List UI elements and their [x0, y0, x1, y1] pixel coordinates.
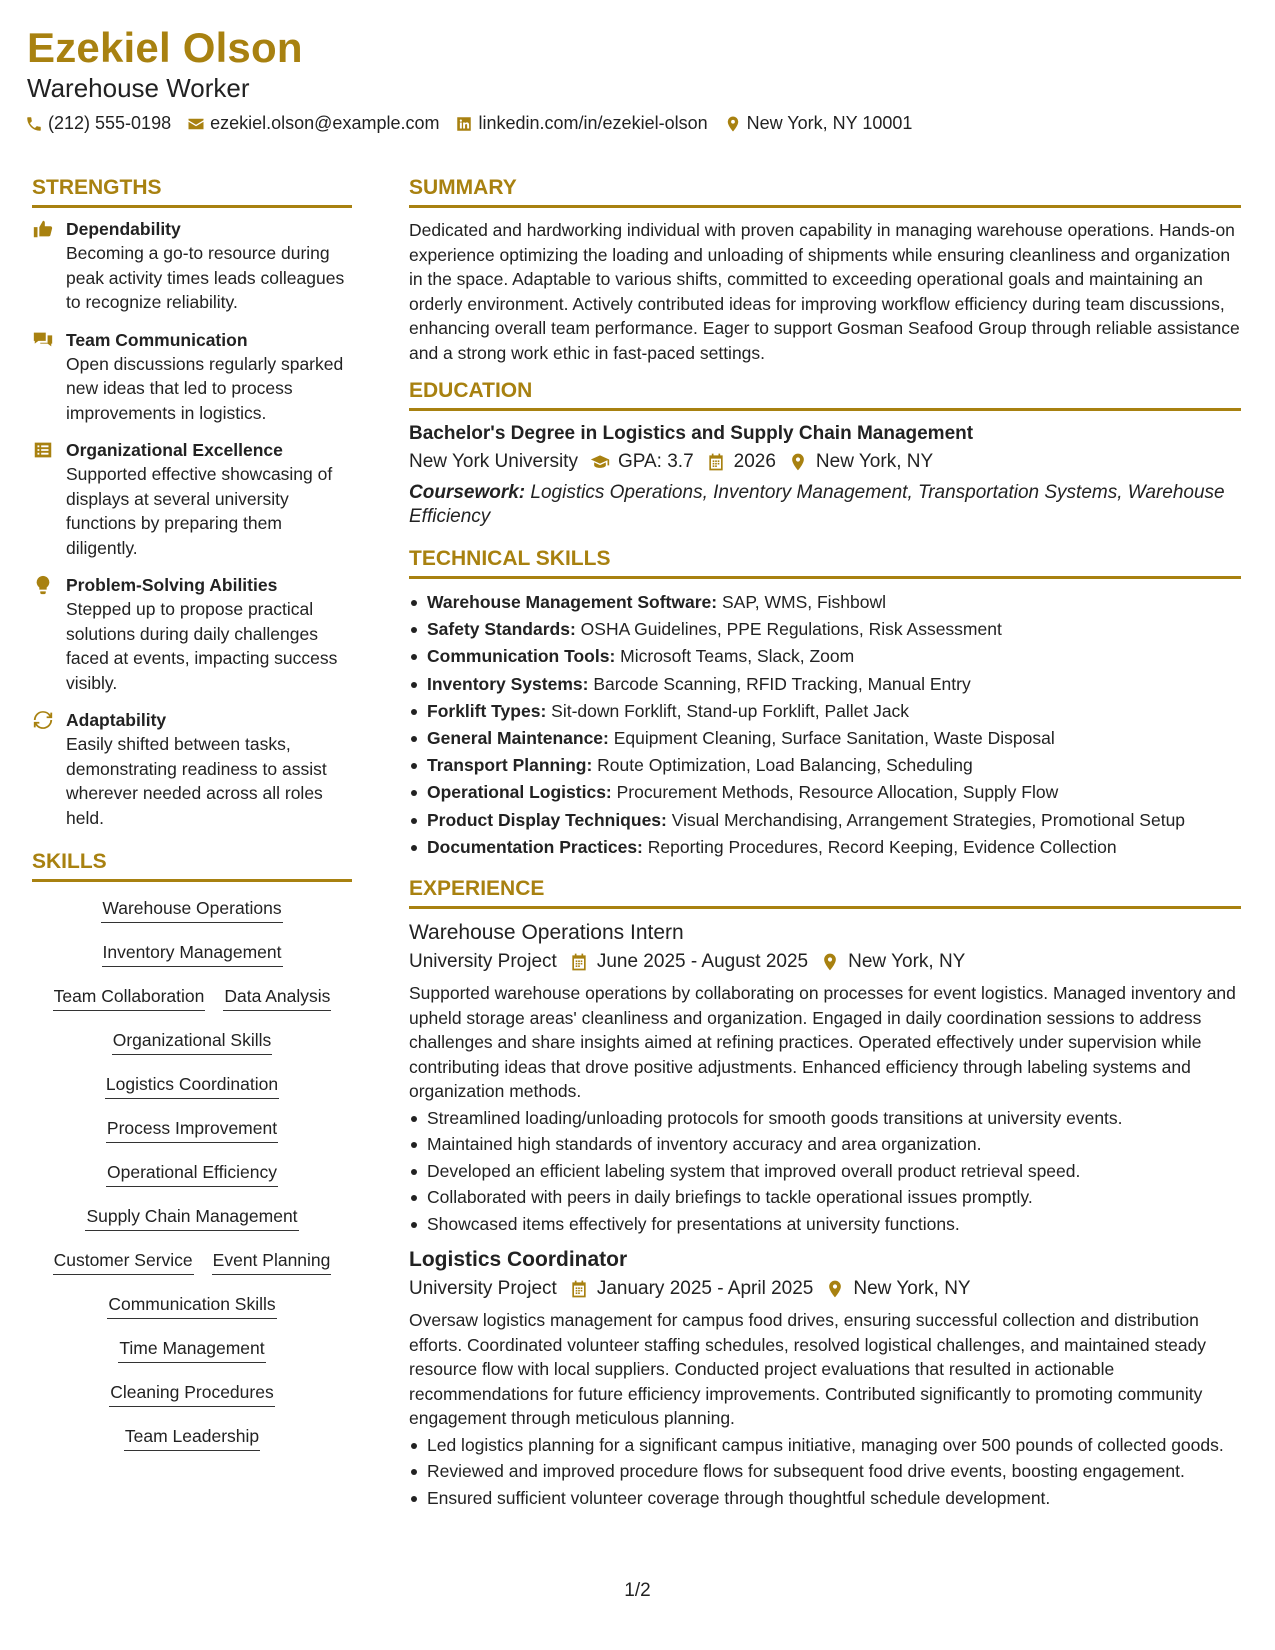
- location-text: New York, NY 10001: [746, 113, 913, 133]
- strength-text: Open discussions regularly sparked new ideas that led to process improvements in logistics.: [66, 353, 344, 423]
- education-location: New York, NY: [815, 451, 934, 472]
- candidate-name: Ezekiel Olson: [27, 24, 303, 71]
- linkedin-icon: [455, 115, 473, 133]
- map-marker-icon: [788, 452, 808, 472]
- tech-value: OSHA Guidelines, PPE Regulations, Risk Assessment: [580, 619, 1002, 640]
- job-org: University Project: [409, 1278, 557, 1300]
- education-heading: EDUCATION: [409, 379, 1241, 411]
- linkedin-text: linkedin.com/in/ezekiel-olson: [478, 113, 708, 133]
- skill-tag: Time Management: [118, 1336, 265, 1363]
- strength-title: Adaptability: [66, 710, 167, 730]
- job-dates: January 2025 - April 2025: [596, 1278, 814, 1300]
- technical-skills-heading: TECHNICAL SKILLS: [409, 547, 1241, 579]
- education-coursework: [409, 481, 1241, 529]
- skill-tag: Warehouse Operations: [101, 896, 282, 923]
- strength-item: [32, 329, 352, 426]
- technical-skill-item: [409, 725, 1241, 752]
- job-bullet: Showcased items effectively for presentations at university functions.: [409, 1212, 1241, 1237]
- education-school: New York University: [409, 451, 578, 472]
- job-bullet: Maintained high standards of inventory accuracy and area organization.: [409, 1132, 1241, 1157]
- strength-item: [32, 218, 352, 315]
- tech-label: Forklift Types:: [427, 700, 547, 721]
- job-bullet: Ensured sufficient volunteer coverage through thoughtful schedule development.: [409, 1486, 1241, 1511]
- tech-label: Documentation Practices:: [427, 836, 643, 857]
- tech-label: Communication Tools:: [427, 646, 616, 667]
- job-meta: [409, 947, 1241, 977]
- skill-tag: Team Collaboration: [53, 984, 206, 1011]
- job-bullet: Reviewed and improved procedure flows for subsequent food drive events, boosting engagement.: [409, 1459, 1241, 1484]
- education-meta: [409, 447, 1241, 477]
- technical-skills-list: [409, 589, 1241, 861]
- thumbs-up-icon: [32, 218, 54, 240]
- strength-text: Becoming a go-to resource during peak activity times leads colleagues to recognize reliability.: [66, 243, 345, 312]
- strength-item: [32, 439, 352, 560]
- skills-list: [32, 892, 352, 1464]
- tech-label: Safety Standards:: [427, 619, 576, 640]
- email-text: ezekiel.olson@example.com: [210, 113, 440, 133]
- tech-label: Inventory Systems:: [427, 673, 589, 694]
- skill-tag: Logistics Coordination: [105, 1072, 279, 1099]
- job-location: New York, NY: [848, 951, 966, 973]
- tech-label: General Maintenance:: [427, 728, 609, 749]
- strengths-heading: STRENGTHS: [32, 176, 352, 208]
- calendar-icon: [569, 952, 589, 972]
- technical-skill-item: [409, 698, 1241, 725]
- job-description: Supported warehouse operations by collaborating on processes for event logistics. Managed inventory and upheld storage areas' cleanliness and organization. Engaged in daily coordination sessions to address challenges and share insights aimed at refining practices. Operated effectively under supervision while contributing ideas that drove positive adjustments. Enhanced efficiency through labeling systems and organization methods.: [409, 983, 1236, 1102]
- tech-value: Procurement Methods, Resource Allocation, Supply Flow: [616, 782, 1059, 803]
- technical-skill-item: [409, 589, 1241, 616]
- tech-label: Warehouse Management Software:: [427, 592, 718, 612]
- map-marker-icon: [724, 115, 742, 133]
- strength-item: [32, 709, 352, 830]
- contact-phone[interactable]: [25, 113, 171, 134]
- strength-text: Supported effective showcasing of displays at several university functions by preparing them diligently.: [66, 464, 333, 558]
- job-title: Logistics Coordinator: [409, 1248, 628, 1272]
- job-bullet: Streamlined loading/unloading protocols for smooth goods transitions at university events.: [409, 1106, 1241, 1131]
- job-bullets: [409, 1433, 1241, 1511]
- tech-label: Operational Logistics:: [427, 782, 612, 803]
- tech-value: Reporting Procedures, Record Keeping, Evidence Collection: [647, 836, 1117, 857]
- strength-text: Easily shifted between tasks, demonstrating readiness to assist wherever needed across all roles held.: [66, 734, 327, 828]
- tech-value: Sit-down Forklift, Stand-up Forklift, Pallet Jack: [551, 700, 910, 721]
- coursework-label: Coursework:: [409, 482, 526, 503]
- contact-linkedin[interactable]: [455, 113, 707, 134]
- tech-label: Product Display Techniques:: [427, 809, 667, 830]
- skill-tag: Operational Efficiency: [106, 1160, 278, 1187]
- summary-heading: SUMMARY: [409, 176, 1241, 208]
- skill-tag: Customer Service: [53, 1248, 194, 1275]
- skill-tag: Organizational Skills: [112, 1028, 273, 1055]
- strength-title: Team Communication: [66, 329, 248, 350]
- technical-skill-item: [409, 807, 1241, 834]
- envelope-icon: [187, 115, 205, 133]
- job-description: Oversaw logistics management for campus food drives, ensuring successful collection and distribution efforts. Coordinated volunteer staffing schedules, resolved logistical challenges, and maintained steady resource flow with local suppliers. Conducted project evaluations that resulted in actionable recommendations for future efficiency improvements. Contributed significantly to promoting community engagement through meticulous planning.: [409, 1310, 1207, 1429]
- job-bullet: Collaborated with peers in daily briefings to tackle operational issues promptly.: [409, 1185, 1241, 1210]
- strength-title: Dependability: [66, 219, 181, 239]
- job-dates: June 2025 - August 2025: [596, 951, 809, 973]
- job-entry: [409, 919, 1241, 1236]
- skill-tag: Communication Skills: [107, 1292, 276, 1319]
- calendar-icon: [569, 1279, 589, 1299]
- skill-tag: Process Improvement: [106, 1116, 278, 1143]
- list-icon: [32, 439, 54, 461]
- technical-skill-item: [409, 779, 1241, 806]
- education-year: 2026: [733, 451, 776, 472]
- contact-location: [724, 113, 913, 134]
- phone-icon: [25, 115, 43, 133]
- skill-tag: Team Leadership: [124, 1424, 260, 1451]
- job-bullets: [409, 1106, 1241, 1237]
- calendar-icon: [706, 452, 726, 472]
- strength-text: Stepped up to propose practical solutions during daily challenges faced at events, impacting success visibly.: [66, 599, 338, 693]
- map-marker-icon: [820, 952, 840, 972]
- skills-heading: SKILLS: [32, 850, 352, 882]
- skill-tag: Data Analysis: [223, 984, 331, 1011]
- phone-text: (212) 555-0198: [48, 113, 172, 133]
- education-gpa: GPA: 3.7: [617, 451, 694, 472]
- technical-skill-item: [409, 616, 1241, 643]
- tech-label: Transport Planning:: [427, 755, 593, 776]
- job-bullet: Developed an efficient labeling system that improved overall product retrieval speed.: [409, 1159, 1241, 1184]
- education-degree: Bachelor's Degree in Logistics and Supply Chain Management: [409, 423, 974, 444]
- job-entry: [409, 1246, 1241, 1510]
- technical-skill-item: [409, 643, 1241, 670]
- tech-value: Route Optimization, Load Balancing, Scheduling: [597, 755, 973, 776]
- job-location: New York, NY: [853, 1278, 971, 1300]
- skill-tag: Cleaning Procedures: [109, 1380, 274, 1407]
- tech-value: Microsoft Teams, Slack, Zoom: [620, 646, 855, 667]
- tech-value: SAP, WMS, Fishbowl: [721, 592, 887, 612]
- skill-tag: Inventory Management: [102, 940, 283, 967]
- strength-title: Organizational Excellence: [66, 440, 283, 460]
- tech-value: Visual Merchandising, Arrangement Strategies, Promotional Setup: [671, 809, 1186, 830]
- job-meta: [409, 1274, 1241, 1304]
- coursework-text: Logistics Operations, Inventory Management, Transportation Systems, Warehouse Efficiency: [409, 482, 1225, 527]
- map-marker-icon: [825, 1279, 845, 1299]
- candidate-role: Warehouse Worker: [27, 73, 250, 103]
- sync-icon: [32, 709, 54, 731]
- job-title: Warehouse Operations Intern: [409, 921, 684, 945]
- page-number: 1/2: [624, 1580, 651, 1601]
- contact-email[interactable]: [187, 113, 439, 134]
- technical-skill-item: [409, 752, 1241, 779]
- contact-bar: [25, 113, 912, 134]
- skill-tag: Event Planning: [212, 1248, 332, 1275]
- skill-tag: Supply Chain Management: [85, 1204, 298, 1231]
- tech-value: Equipment Cleaning, Surface Sanitation, Waste Disposal: [613, 728, 1055, 749]
- lightbulb-icon: [32, 574, 54, 596]
- right-column: [409, 176, 1241, 1512]
- left-column: [32, 176, 352, 1464]
- comments-icon: [32, 329, 54, 351]
- job-bullet: Led logistics planning for a significant campus initiative, managing over 500 pounds of collected goods.: [409, 1433, 1241, 1458]
- technical-skill-item: [409, 671, 1241, 698]
- graduation-cap-icon: [590, 452, 610, 472]
- strength-title: Problem-Solving Abilities: [66, 575, 278, 595]
- summary-text: Dedicated and hardworking individual with proven capability in managing warehouse operations. Hands-on experience optimizing the loading and unloading of shipments while ensuring cleanliness and organization in the space. Adaptable to various shifts, committed to exceeding operational goals and maintaining an orderly environment. Actively contributed ideas for improving workflow efficiency during team discussions, enhancing overall team performance. Eager to support Gosman Seafood Group through reliable assistance and a strong work ethic in fast-paced settings.: [409, 220, 1240, 363]
- technical-skill-item: [409, 834, 1241, 861]
- experience-heading: EXPERIENCE: [409, 877, 1241, 909]
- strength-item: [32, 574, 352, 695]
- tech-value: Barcode Scanning, RFID Tracking, Manual Entry: [593, 673, 971, 694]
- job-org: University Project: [409, 951, 557, 973]
